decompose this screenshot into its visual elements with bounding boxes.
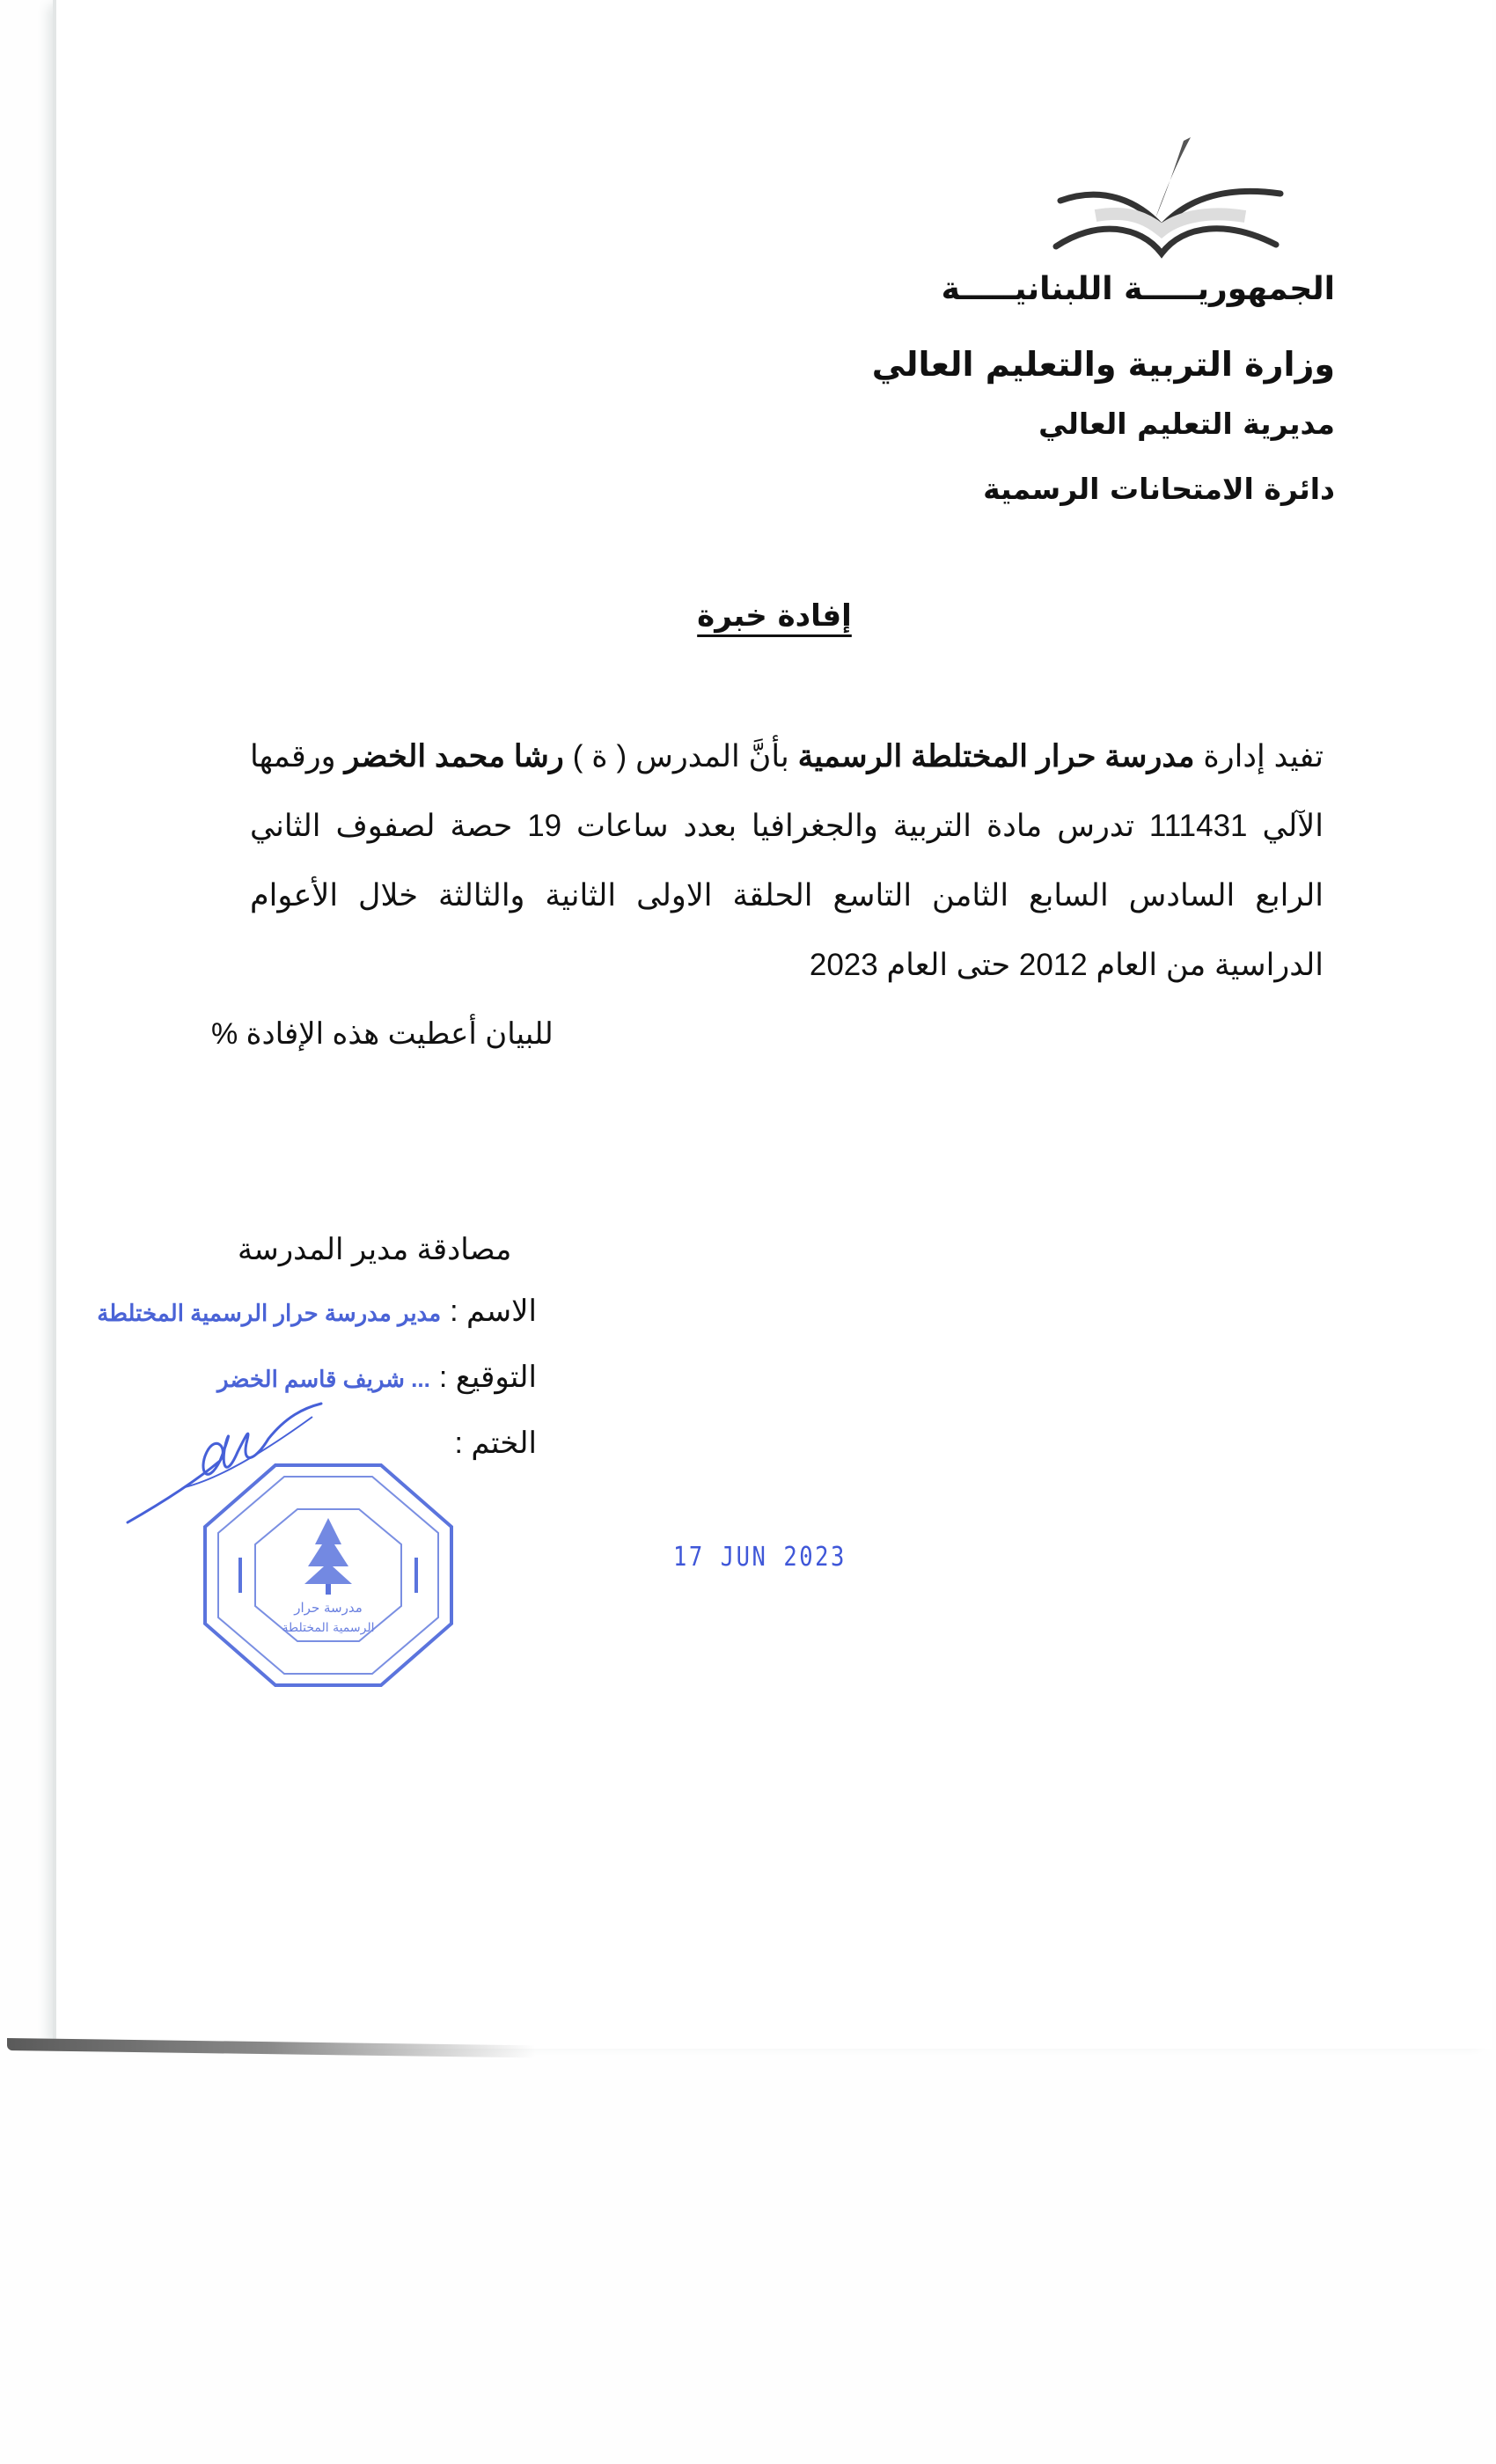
- body-teacher-prefix: بأنَّ المدرس ( ة ): [563, 739, 798, 774]
- header-republic: الجمهوريـــــة اللبنانيـــــة: [941, 271, 1335, 307]
- field-name-value: مدير مدرسة حرار الرسمية المختلطة: [97, 1300, 442, 1326]
- field-name: [97, 1294, 537, 1329]
- stamp-inner-line2: الرسمية المختلطة: [282, 1621, 375, 1635]
- field-seal-label: الختم :: [454, 1426, 537, 1460]
- handwritten-signature: [123, 1399, 326, 1531]
- approval-title: مصادقة مدير المدرسة: [238, 1233, 512, 1266]
- teacher-name: رشا محمد الخضر: [344, 739, 564, 774]
- document-body: [250, 722, 1324, 1000]
- closing-statement: للبيان أعطيت هذه الإفادة %: [211, 1017, 554, 1051]
- open-book-with-quill-icon: [1043, 132, 1298, 264]
- body-intro: تفيد إدارة: [1194, 739, 1324, 774]
- header-department: دائرة الامتحانات الرسمية: [983, 472, 1335, 506]
- field-name-label: الاسم :: [450, 1294, 537, 1328]
- school-name: مدرسة حرار المختلطة الرسمية: [797, 739, 1195, 774]
- document-title: إفادة خبرة: [697, 598, 852, 634]
- header-directorate: مديرية التعليم العالي: [1038, 407, 1335, 441]
- field-signature-value: ... شريف قاسم الخضر: [216, 1366, 430, 1392]
- body-details: ورقمها الآلي 111431 تدرس مادة التربية والجغرافيا بعدد ساعات 19 حصة لصفوف الثاني الرابع السادس السابع الثامن التاسع الحلقة الاولى الثانية والثالثة خلال الأعوام الدراسية من العام 2012 حتى العام 2023: [250, 739, 1324, 982]
- header-ministry: وزارة التربية والتعليم العالي: [871, 345, 1335, 384]
- field-signature-label: التوقيع :: [438, 1360, 537, 1394]
- date-stamp: 17 JUN 2023: [673, 1542, 847, 1573]
- stamp-inner-line1: مدرسة حرار: [294, 1600, 363, 1616]
- field-signature: [106, 1360, 537, 1395]
